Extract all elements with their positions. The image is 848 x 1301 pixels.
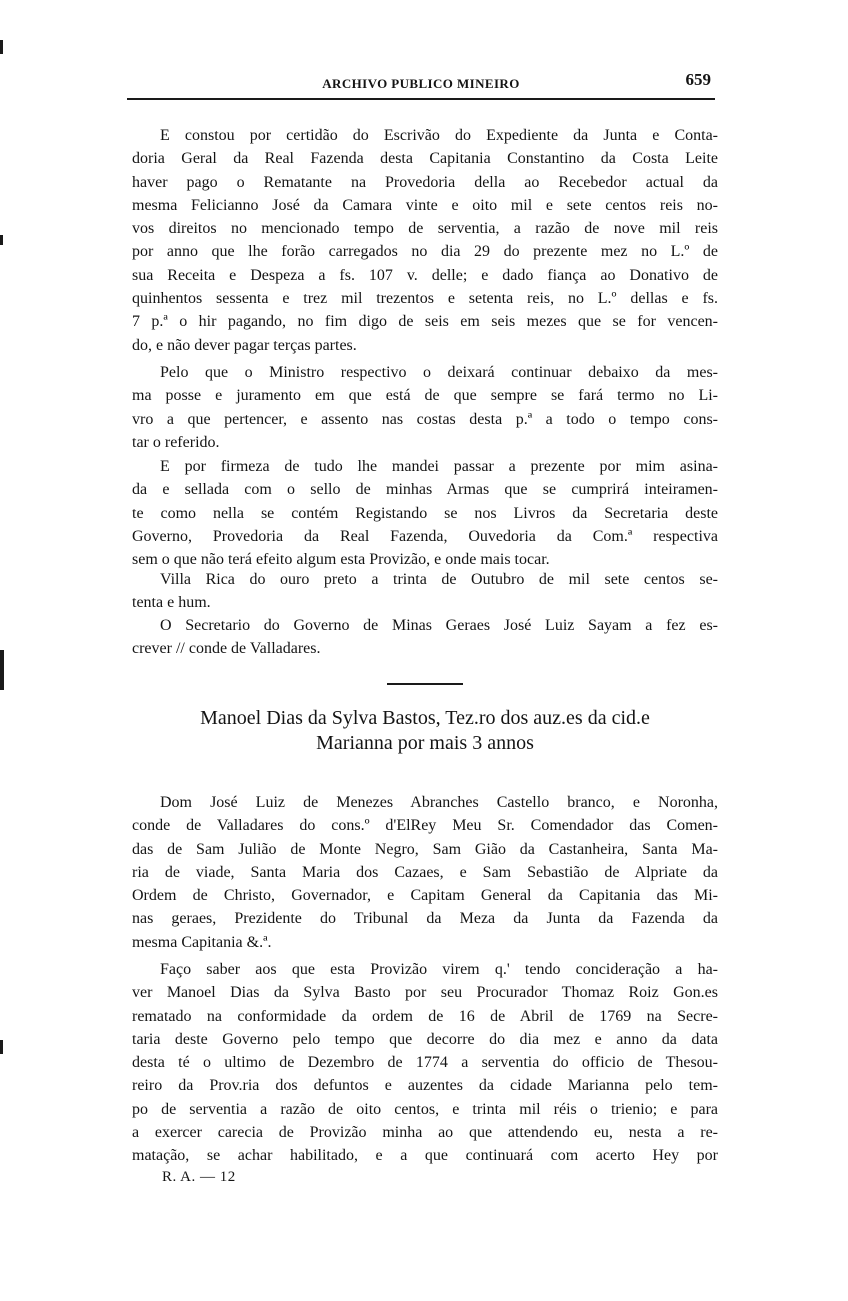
text-line: ria de viade, Santa Maria dos Cazaes, e Sam Sebastião de Alpriate da [132, 863, 718, 881]
text-line: do, e não dever pagar terças partes. [132, 336, 357, 354]
text-line: tar o referido. [132, 433, 220, 451]
section1-paragraph4 [132, 568, 718, 615]
page-header [127, 68, 715, 102]
text-line: da e sellada com o sello de minhas Armas que se cumprirá inteiramen- [132, 481, 718, 499]
text-line: Faço saber aos que esta Provizão virem q.' tendo concideração a ha- [160, 961, 718, 978]
text-line: sem o que não terá efeito algum esta Provizão, e onde mais tocar. [132, 551, 550, 569]
section1-paragraph3 [132, 455, 718, 571]
text-line: conde de Valladares do cons.º d'ElRey Meu Sr. Comendador das Comen- [132, 817, 718, 835]
text-line: mesma Capitania &.ª. [132, 933, 272, 951]
section1-paragraph2 [132, 361, 718, 454]
text-line: E por firmeza de tudo lhe mandei passar a prezente por mim asina- [160, 458, 718, 475]
text-line: das de Sam Julião de Monte Negro, Sam Gião da Castanheira, Santa Ma- [132, 840, 718, 858]
text-line: sua Receita e Despeza a fs. 107 v. delle; e dado fiança ao Donativo de [132, 266, 718, 284]
section2-paragraph1 [132, 791, 718, 954]
document-title [132, 706, 718, 756]
signature-mark: R. A. — 12 [162, 1169, 236, 1185]
running-head: ARCHIVO PUBLICO MINEIRO [322, 76, 520, 91]
text-line: haver pago o Rematante na Provedoria della ao Recebedor actual da [132, 173, 718, 191]
text-line: Pelo que o Ministro respectivo o deixará continuar debaixo da mes- [160, 364, 718, 381]
text-line: tenta e hum. [132, 594, 211, 612]
text-line: ver Manoel Dias da Sylva Basto por seu Procurador Thomaz Roiz Gon.es [132, 984, 718, 1002]
text-line: E constou por certidão do Escrivão do Expediente da Junta e Conta- [160, 127, 718, 144]
text-line: a exercer carecia de Provizão minha ao que attendendo eu, nesta a re- [132, 1124, 718, 1142]
section2-paragraph2 [132, 958, 718, 1168]
scan-edge-mark [0, 235, 3, 245]
text-line: taria deste Governo pelo tempo que decorre do dia mez e anno da data [132, 1030, 718, 1048]
section-divider [387, 683, 463, 685]
scan-edge-mark [0, 650, 4, 690]
text-line: reiro da Prov.ria dos defuntos e auzentes da cidade Marianna pelo tem- [132, 1077, 718, 1095]
page-number: 659 [685, 70, 711, 89]
scan-edge-mark [0, 1040, 3, 1054]
text-line: quinhentos sessenta e trez mil trezentos e setenta reis, no L.º dellas e fs. [132, 290, 718, 308]
text-line: O Secretario do Governo de Minas Geraes José Luiz Sayam a fez es- [160, 617, 718, 634]
text-line: vro a que pertencer, e assento nas costas desta p.ª a todo o tempo cons- [132, 410, 718, 428]
title-line-2: Marianna por mais 3 annos [316, 732, 534, 754]
section1-paragraph5 [132, 614, 718, 661]
text-line: vos direitos no mencionado tempo de serventia, a razão de nove mil reis [132, 220, 718, 238]
text-line: Villa Rica do ouro preto a trinta de Outubro de mil sete centos se- [160, 571, 718, 588]
text-line: Governo, Provedoria da Real Fazenda, Ouvedoria da Com.ª respectiva [132, 527, 718, 545]
text-line: ma posse e juramento em que está de que sempre se fará termo no Li- [132, 387, 718, 405]
section1-paragraph1 [132, 124, 718, 357]
text-line: doria Geral da Real Fazenda desta Capitania Constantino da Costa Leite [132, 150, 718, 168]
text-line: matação, se achar habilitado, e a que continuará com acerto Hey por [132, 1147, 718, 1165]
text-line: nas geraes, Prezidente do Tribunal da Meza da Junta da Fazenda da [132, 910, 718, 928]
scan-edge-mark [0, 40, 3, 54]
text-line: mesma Felicianno José da Camara vinte e oito mil e sete centos reis no- [132, 196, 718, 214]
title-line-1: Manoel Dias da Sylva Bastos, Tez.ro dos auz.es da cid.e [200, 707, 650, 729]
text-line: Dom José Luiz de Menezes Abranches Castello branco, e Noronha, [160, 794, 718, 811]
text-line: rematado na conformidade da ordem de 16 de Abril de 1769 na Secre- [132, 1007, 718, 1025]
header-rule [127, 98, 715, 100]
text-line: po de serventia a razão de oito centos, e trinta mil réis o trienio; e para [132, 1100, 718, 1118]
text-line: desta té o ultimo de Dezembro de 1774 a serventia do officio de Thesou- [132, 1054, 718, 1072]
text-line: te como nella se contém Registando se nos Livros da Secretaria deste [132, 504, 718, 522]
text-line: Ordem de Christo, Governador, e Capitam General da Capitania das Mi- [132, 887, 718, 905]
text-line: 7 p.ª o hir pagando, no fim digo de seis em seis mezes que se for vencen- [132, 313, 718, 331]
text-line: crever // conde de Valladares. [132, 640, 321, 658]
text-line: por anno que lhe forão carregados no dia 29 do prezente mez no L.º de [132, 243, 718, 261]
